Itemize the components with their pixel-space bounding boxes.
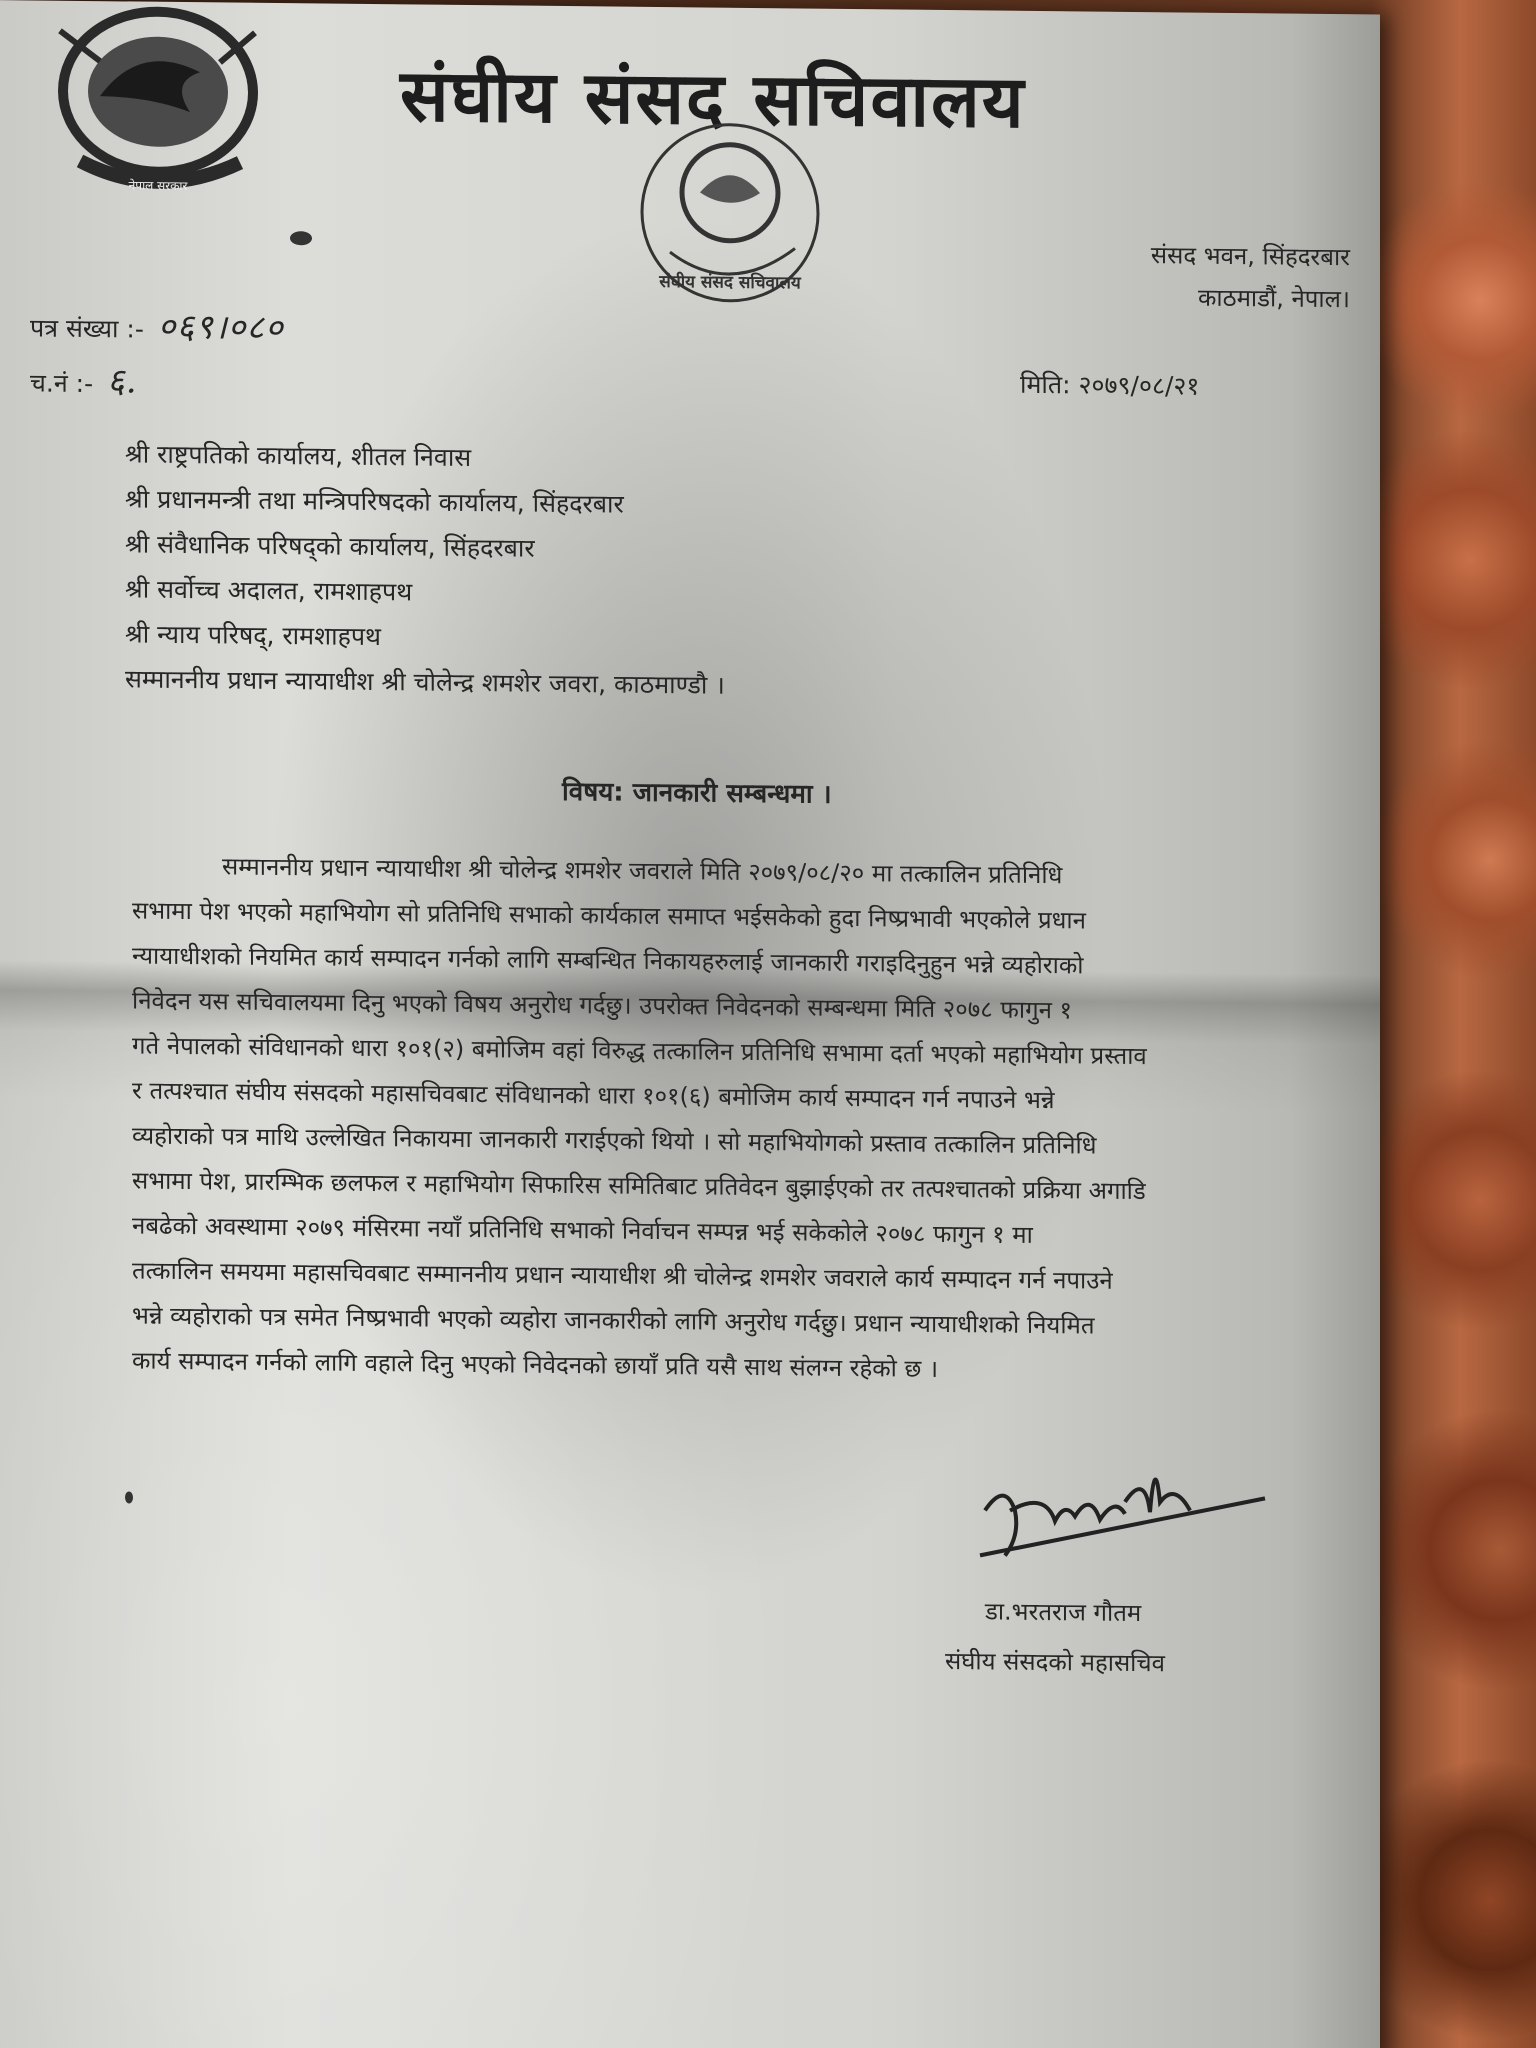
recipient-line: श्री सर्वोच्च अदालत, रामशाहपथ [125, 574, 413, 607]
body-line: भन्ने व्यहोराको पत्र समेत निष्प्रभावी भएको व्यहोरा जानकारीको लागि अनुरोध गर्दछु। प्रधान न्यायाधीशको नियमित [132, 1301, 1095, 1340]
letter-subject: विषय: जानकारी सम्बन्धमा । [562, 776, 832, 810]
dispatch-number-value: ६. [107, 361, 138, 402]
address-line: संसद भवन, सिंहदरबार [1150, 241, 1350, 272]
office-address [1140, 234, 1350, 320]
body-line: र तत्पश्चात संघीय संसदको महासचिवबाट संविधानको धारा १०१(६) बमोजिम कार्य सम्पादन गर्न नपाउने भन्ने [132, 1076, 1055, 1115]
body-line: कार्य सम्पादन गर्नको लागि वहाले दिनु भएको निवेदनको छायाँ प्रति यसै साथ संलग्न रहेको छ । [132, 1346, 939, 1383]
body-line: न्यायाधीशको नियमित कार्य सम्पादन गर्नको लागि सम्बन्धित निकायहरुलाई जानकारी गराइदिनुहुन भन्ने व्यहोराको [132, 941, 1084, 980]
dispatch-number [30, 355, 138, 402]
body-line: गते नेपालको संविधानको धारा १०१(२) बमोजिम वहां विरुद्ध तत्कालिन प्रतिनिधि सभामा दर्ता भएको महाभियोग प्रस्ताव [132, 1031, 1147, 1071]
recipient-line: श्री राष्ट्रपतिको कार्यालय, शीतल निवास [125, 439, 472, 473]
recipient-line: श्री संवैधानिक परिषद्को कार्यालय, सिंहदरबार [125, 529, 535, 563]
office-seal-icon [630, 112, 830, 314]
signatory-name: डा.भरतराज गौतम [985, 1597, 1142, 1628]
recipient-line: सम्माननीय प्रधान न्यायाधीश श्री चोलेन्द्र शमशेर जवरा, काठमाण्डौ । [125, 664, 725, 700]
body-line: तत्कालिन समयमा महासचिवबाट सम्माननीय प्रधान न्यायाधीश श्री चोलेन्द्र शमशेर जवराले कार्य सम्पादन गर्न नपाउने [132, 1256, 1113, 1295]
body-line: व्यहोराको पत्र माथि उल्लेखित निकायमा जानकारी गराईएको थियो । सो महाभियोगको प्रस्ताव तत्कालिन प्रतिनिधि [132, 1121, 1097, 1160]
body-line: सभामा पेश भएको महाभियोग सो प्रतिनिधि सभाको कार्यकाल समाप्त भईसकेको हुदा निष्प्रभावी भएकोले प्रधान [132, 896, 1086, 935]
office-title: संघीय संसद सचिवालय [400, 53, 1026, 144]
recipient-line: श्री प्रधानमन्त्री तथा मन्त्रिपरिषदको कार्यालय, सिंहदरबार [125, 484, 624, 519]
dispatch-number-label: च.नं :- [30, 368, 94, 399]
recipient-list [125, 431, 725, 707]
date-label: मिति: [1020, 369, 1071, 400]
recipient-line: श्री न्याय परिषद्, रामशाहपथ [125, 619, 382, 652]
body-line: सभामा पेश, प्रारम्भिक छलफल र महाभियोग सिफारिस समितिबाट प्रतिवेदन बुझाईएको तर तत्पश्चातको प्रक्रिया अगाडि [132, 1166, 1146, 1206]
address-line: काठमाडौं, नेपाल। [1197, 283, 1350, 314]
nepal-emblem-icon [40, 1, 270, 203]
letter-date [1020, 367, 1199, 403]
letter-number-label: पत्र संख्या :- [30, 313, 144, 344]
letter-number-value: ०६९।०८० [157, 306, 284, 349]
date-value: २०७९/०८/२१ [1078, 370, 1200, 401]
emblem-text: नेपाल सरकार [128, 178, 188, 194]
letter-number [30, 300, 284, 349]
seal-text: संघीय संसद सचिवालय [659, 272, 801, 294]
paper-speck [125, 1491, 133, 1503]
body-line: नबढेको अवस्थामा २०७९ मंसिरमा नयाँ प्रतिनिधि सभाको निर्वाचन सम्पन्न भई सकेकोले २०७८ फागुन १ मा [132, 1211, 1033, 1249]
handwritten-signature [975, 1440, 1275, 1583]
paper-speck [290, 231, 312, 245]
letter-body [132, 843, 1307, 1395]
body-line: निवेदन यस सचिवालयमा दिनु भएको विषय अनुरोध गर्दछु। उपरोक्त निवेदनको सम्बन्धमा मिति २०७८ फागुन १ [132, 986, 1073, 1025]
signatory-title: संघीय संसदको महासचिव [945, 1647, 1165, 1678]
body-line: सम्माननीय प्रधान न्यायाधीश श्री चोलेन्द्र शमशेर जवराले मिति २०७९/०८/२० मा तत्कालिन प्रतिनिधि [222, 852, 1063, 890]
